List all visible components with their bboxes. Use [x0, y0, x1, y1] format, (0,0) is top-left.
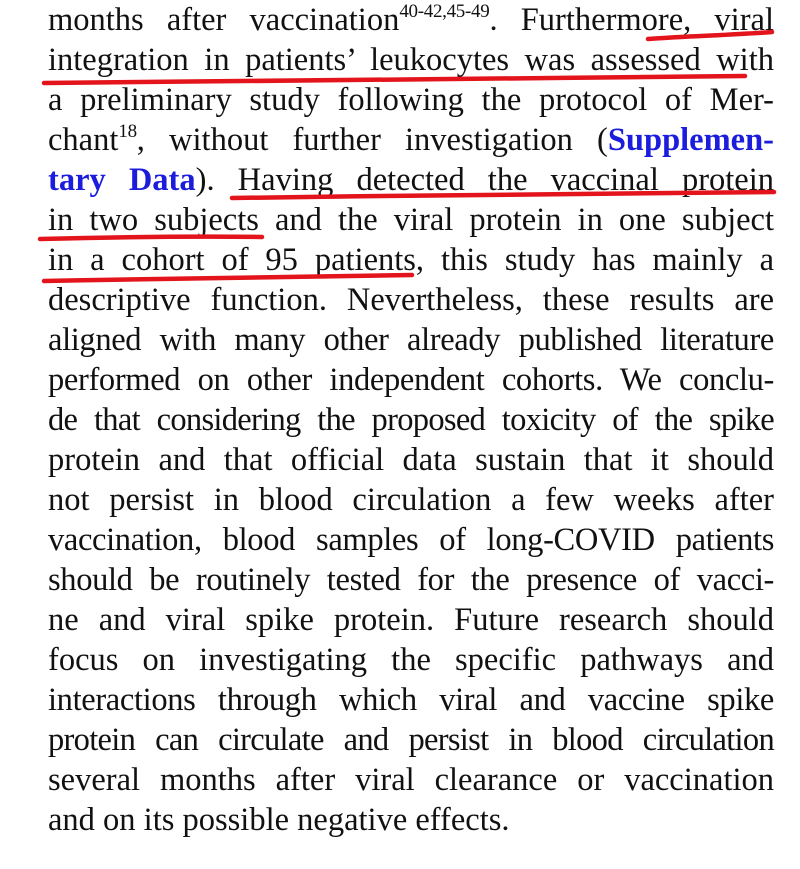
text-line-16: ne and viral spike protein. Future research should [48, 602, 774, 638]
text-line-3: a preliminary study following the protocol of Mer- [48, 82, 774, 118]
text-line-20: several months after viral clearance or vaccination [48, 762, 774, 798]
text-line-10: performed on other independent cohorts. We conclu- [48, 362, 774, 398]
text-line-19: protein can circulate and persist in blood circulation [48, 722, 774, 758]
text-line-2: integration in patients’ leukocytes was assessed with [48, 42, 774, 78]
text-line-6: in two subjects and the viral protein in one subject [48, 202, 774, 238]
text-line-13: not persist in blood circulation a few weeks after [48, 482, 774, 518]
text-line-21: and on its possible negative effects. [48, 802, 510, 838]
citation-superscript[interactable]: 40-42,45-49 [399, 1, 490, 22]
text-line-15: should be routinely tested for the presence of vacci- [48, 562, 774, 598]
citation-superscript[interactable]: 18 [118, 121, 137, 142]
text-line-9: aligned with many other already published literature [48, 322, 774, 358]
text-line-11: de that considering the proposed toxicity of the spike [48, 402, 774, 438]
text-line-4: chant$^{18}$, without further investigation (Supplemen- [48, 121, 774, 158]
text-line-1: months after vaccination$^{40-42,45-49}$. Furthermore, viral [48, 1, 774, 38]
text-line-8: descriptive function. Nevertheless, these results are [48, 282, 774, 318]
text-line-14: vaccination, blood samples of long-COVID patients [48, 522, 774, 558]
supplementary-data-link[interactable]: Supplemen- [607, 122, 774, 158]
text-line-7: in a cohort of 95 patients, this study has mainly a [48, 242, 774, 278]
body-paragraph [48, 0, 774, 840]
text-line-12: protein and that official data sustain that it should [48, 442, 774, 478]
supplementary-data-link[interactable]: tary Data [48, 162, 196, 198]
text-line-5: tary Data). Having detected the vaccinal protein [48, 162, 774, 198]
text-line-18: interactions through which viral and vaccine spike [48, 682, 774, 718]
text-line-17: focus on investigating the specific pathways and [48, 642, 774, 678]
